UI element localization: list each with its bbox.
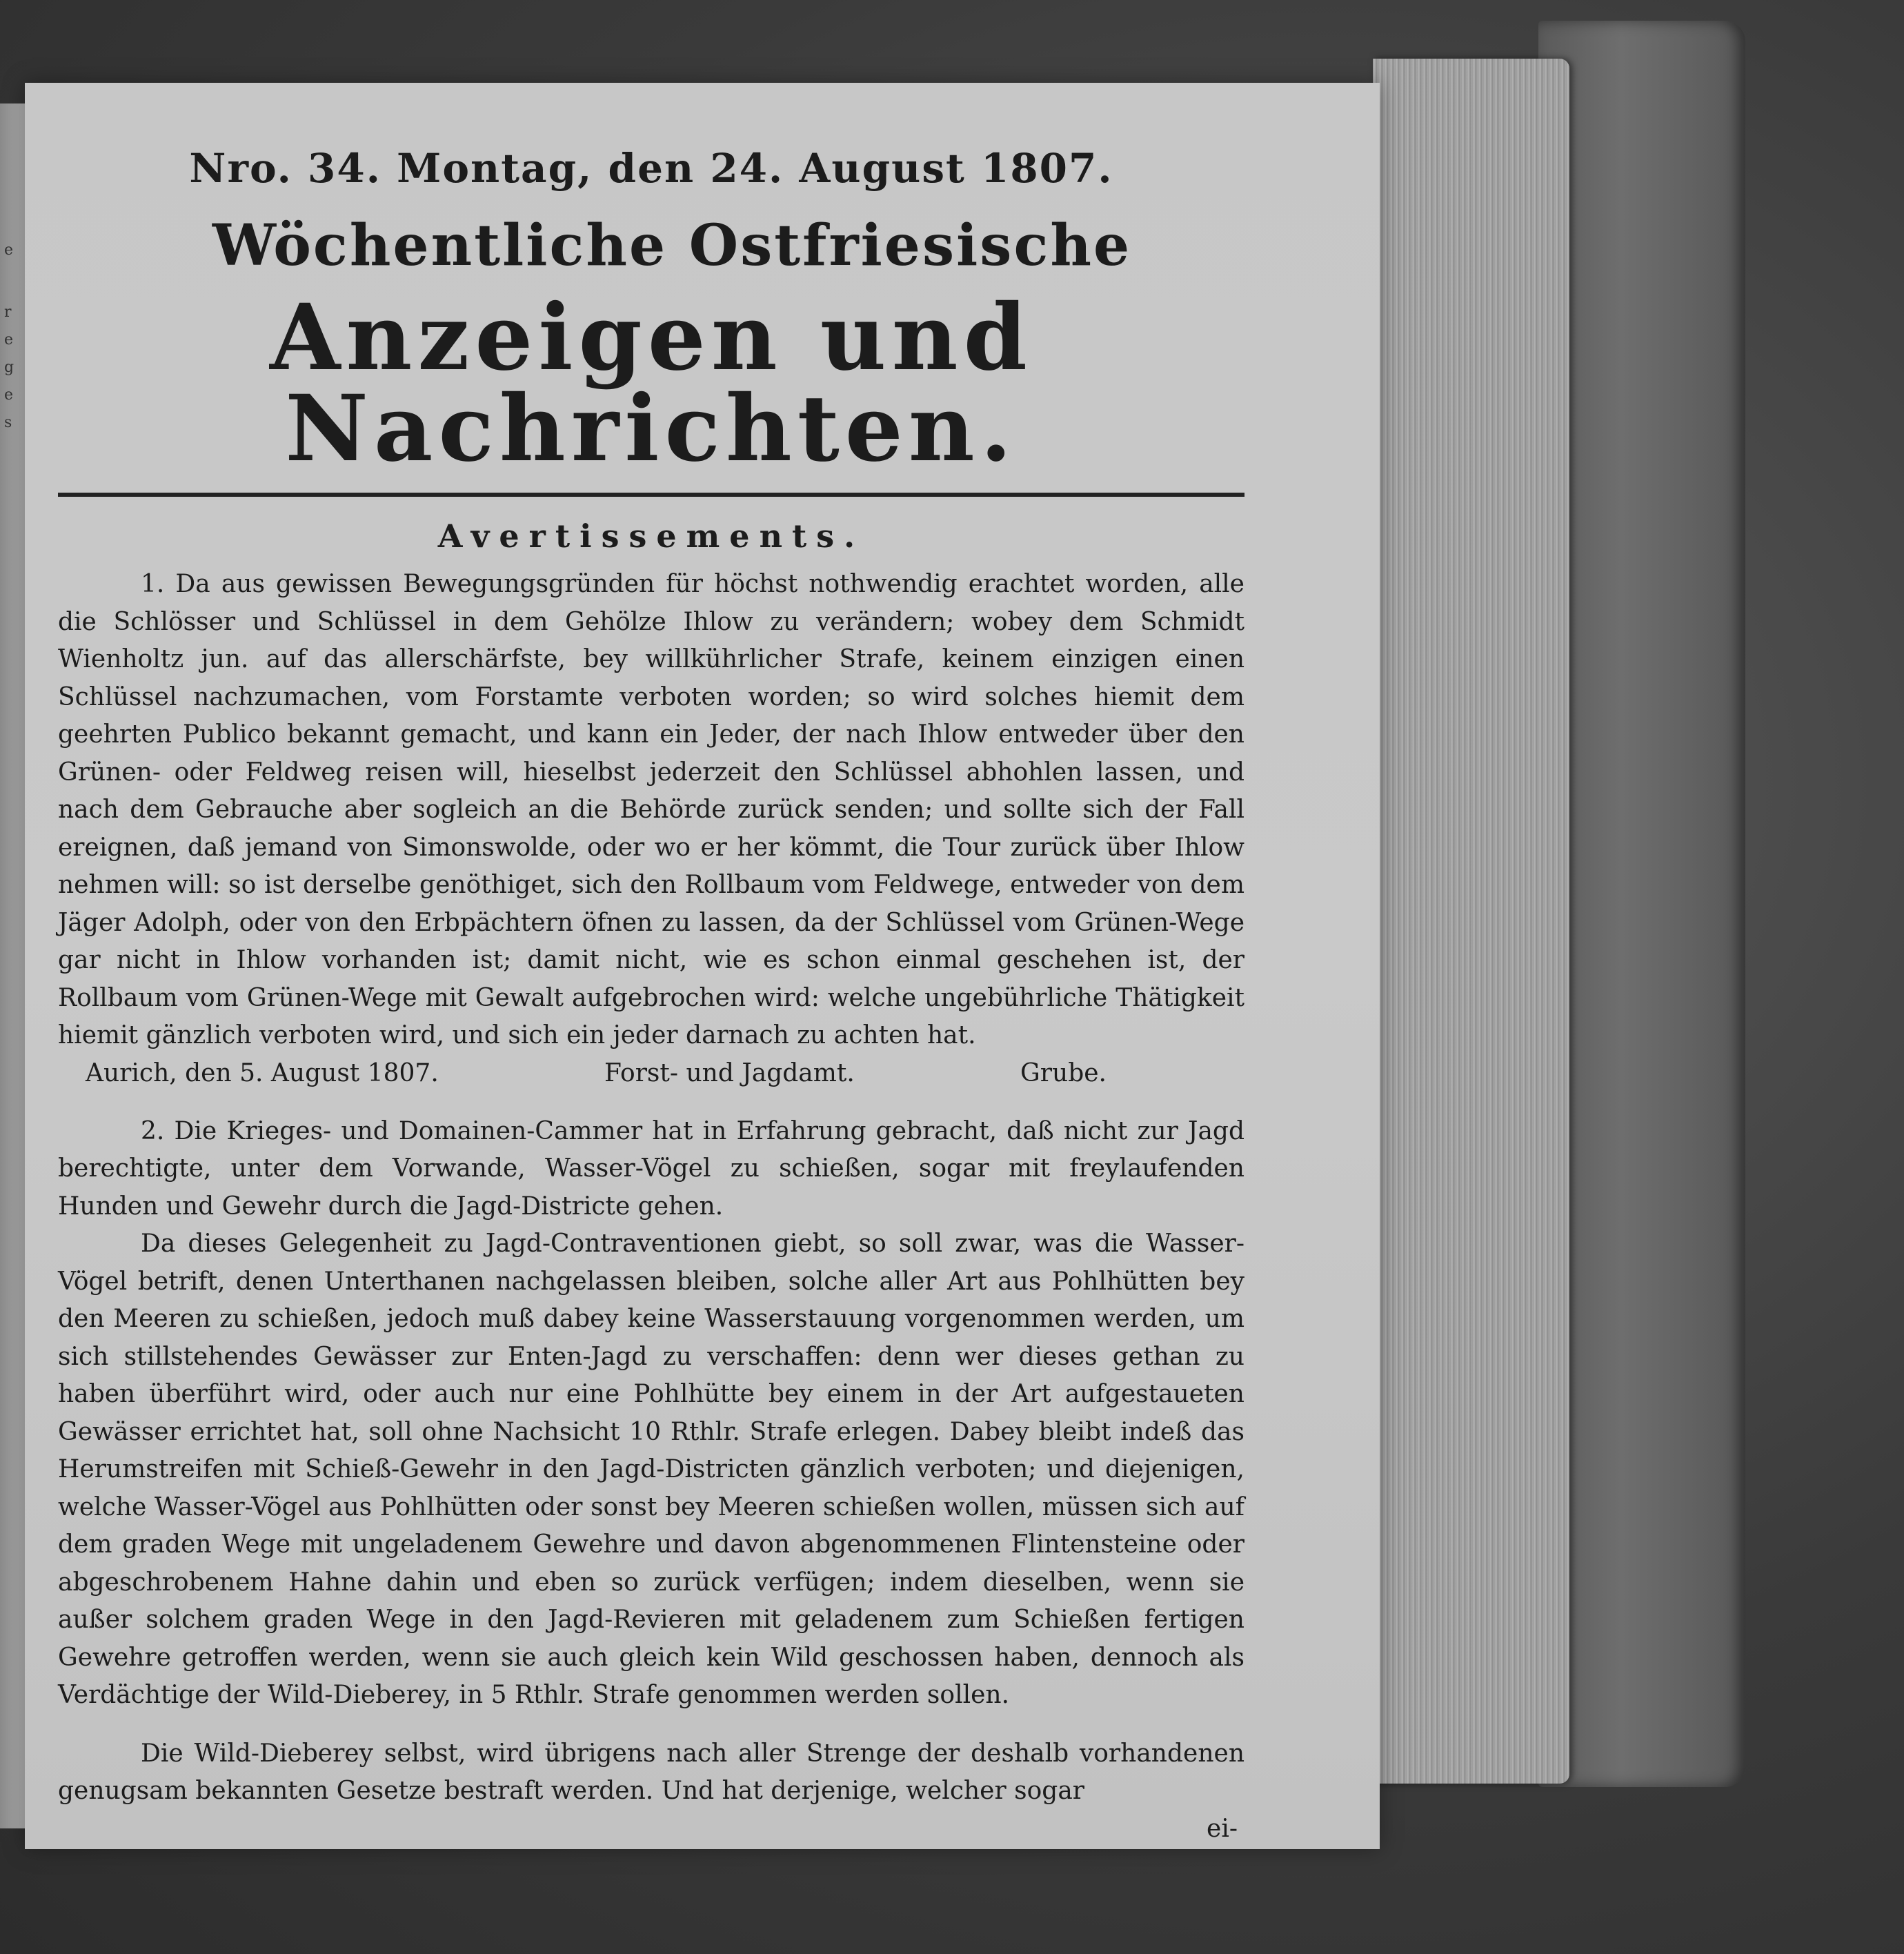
notice-1-text: 1. Da aus gewissen Bewegungsgründen für höchst nothwendig erachtet worden, alle die Schlösser und Schlüssel in dem Gehölze Ihlow zu verändern; wobey dem Schmidt Wienholtz jun. auf das allerschärfste, bey willkührlicher Strafe, keinem einzigen einen Schlüssel nachzumachen, vom Forstamte verboten worden; so wird solches hiemit dem geehrten Publico bekannt gemacht, und kann ein Jeder, der nach Ihlow entweder über den Grünen- oder Feldweg reisen will, hieselbst jederzeit den Schlüssel abhohlen lassen, und nach dem Gebrauche aber sogleich an die Behörde zurück senden; und sollte sich der Fall ereignen, daß jemand von Simonswolde, oder wo er her kömmt, die Tour zurück über Ihlow nehmen will: so ist derselbe genöthiget, sich den Rollbaum vom Feldwege, entweder von dem Jäger Adolph, oder von den Erbpächtern öfnen zu lassen, da der Schlüssel vom Grünen-Wege gar nicht in Ihlow vorhanden ist; damit nicht, wie es schon einmal geschehen ist, der Rollbaum vom Grünen-Wege mit Gewalt aufgebrochen wird: welche ungebührliche Thätigkeit hiemit gänzlich verboten wird, und sich ein jeder darnach zu achten hat. (58, 570, 1244, 1049)
facing-page-letter: g (4, 359, 14, 376)
facing-page-letter: e (4, 241, 14, 259)
masthead-rule (58, 493, 1244, 497)
facing-page-letter: s (4, 414, 12, 431)
notice-1-signature-line (58, 1055, 1244, 1092)
notice-1-office: Forst- und Jagdamt. (604, 1058, 855, 1087)
page-edges (1373, 59, 1569, 1784)
notice-1-signature: Grube. (1020, 1058, 1107, 1087)
facing-page-letter: e (4, 331, 14, 348)
notice-2-paragraph-1: 2. Die Krieges- und Domainen-Cammer hat in Erfahrung gebracht, daß nicht zur Jagd berechtigte, unter dem Vorwande, Wasser-Vögel zu schießen, sogar mit freylaufenden Hunden und Gewehr durch die Jagd-Districte gehen. (58, 1116, 1244, 1221)
book-cover (1538, 21, 1745, 1787)
page-content (58, 145, 1244, 1848)
facing-page-letter: e (4, 386, 14, 404)
issue-date-line: Nro. 34. Montag, den 24. August 1807. (189, 145, 1113, 192)
section-title: Avertissements. (437, 517, 865, 555)
notice-1-place-date: Aurich, den 5. August 1807. (86, 1058, 439, 1087)
catchword: ei- (1207, 1814, 1238, 1843)
notice-2-paragraph-2: Da dieses Gelegenheit zu Jagd-Contraventionen giebt, so soll zwar, was die Wasser-Vögel betrift, denen Unterthanen nachgelassen bleiben, solche aller Art aus Pohlhütten bey den Meeren zu schießen, jedoch muß dabey keine Wasserstauung vorgenommen werden, um sich stillstehendes Gewässer zur Enten-Jagd zu verschaffen: denn wer dieses gethan zu haben überführt wird, oder auch nur eine Pohlhütte bey einem in der Art aufgestaueten Gewässer errichtet hat, soll ohne Nachsicht 10 Rthlr. Strafe erlegen. Dabey bleibt indeß das Herumstreifen mit Schieß-Gewehr in den Jagd-Districten gänzlich verboten; und diejenigen, welche Wasser-Vögel aus Pohlhütten oder sonst bey Meeren schießen wollen, müssen sich auf dem graden Wege mit ungeladenem Gewehre und davon abgenommenen Flintensteine oder abgeschrobenem Hahne dahin und eben so zurück verfügen; indem dieselben, wenn sie außer solchem graden Wege in den Jagd-Revieren mit geladenem zum Schießen fertigen Gewehre getroffen werden, wenn sie auch gleich kein Wild geschossen haben, dennoch als Verdächtige der Wild-Dieberey, in 5 Rthlr. Strafe genommen werden sollen. (58, 1230, 1244, 1709)
notice-2-paragraph-3: Die Wild-Dieberey selbst, wird übrigens nach aller Strenge der deshalb vorhandenen genugsam bekannten Gesetze bestraft werden. Und hat derjenige, welcher sogar (58, 1739, 1244, 1805)
newspaper-page (25, 83, 1380, 1849)
facing-page-margin (0, 103, 25, 1828)
masthead-line-1: Wöchentliche Ostfriesische (212, 213, 1132, 279)
facing-page-letter: r (4, 304, 12, 321)
masthead-line-2: Anzeigen und Nachrichten. (270, 284, 1033, 482)
